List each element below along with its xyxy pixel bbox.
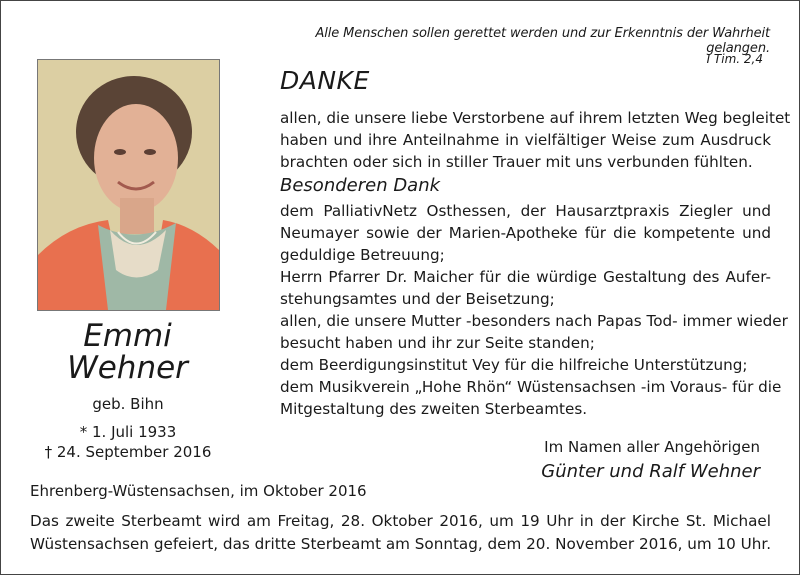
place-date: Ehrenberg-Wüstensachsen, im Oktober 2016 <box>30 482 367 500</box>
signature-names: Günter und Ralf Wehner <box>541 461 760 482</box>
text-line: besucht haben und ihr zur Seite standen; <box>280 334 595 352</box>
last-name: Wehner <box>67 350 188 386</box>
text-line: allen, die unsere Mutter -besonders nach Papas Tod- immer wieder <box>280 312 788 330</box>
text-line: brachten oder sich in stiller Trauer mit uns verbunden fühlten. <box>280 153 753 171</box>
thanks-intro <box>280 107 791 173</box>
birth-name: geb. Bihn <box>92 395 164 413</box>
service-notice <box>30 510 771 556</box>
first-name: Emmi <box>83 318 172 354</box>
text-line: allen, die unsere liebe Verstorbene auf ihrem letzten Weg begleitet <box>280 109 791 127</box>
text-line: Mitgestaltung des zweiten Sterbeamtes. <box>280 400 588 418</box>
special-thanks-heading: Besonderen Dank <box>280 175 441 196</box>
bible-reference: I Tim. 2,4 <box>706 52 763 66</box>
text-line: stehungsamtes und der Beisetzung; <box>280 290 555 308</box>
text-line: haben und ihre Anteilnahme in vielfältiger Weise zum Ausdruck <box>280 131 771 149</box>
text-line: dem Beerdigungsinstitut Vey für die hilfreiche Unterstützung; <box>280 356 748 374</box>
birth-date: * 1. Juli 1933 <box>79 423 177 441</box>
thanks-heading: DANKE <box>280 66 370 95</box>
special-thanks-body <box>280 200 788 420</box>
bible-quote: Alle Menschen sollen gerettet werden und zur Erkenntnis der Wahrheit gelangen. <box>315 26 770 56</box>
text-line: geduldige Betreuung; <box>280 246 445 264</box>
text-line: Herrn Pfarrer Dr. Maicher für die würdige Gestaltung des Aufer- <box>280 268 771 286</box>
signature-intro: Im Namen aller Angehörigen <box>544 438 760 456</box>
text-line: dem PalliativNetz Osthessen, der Hausarztpraxis Ziegler und <box>280 202 771 220</box>
death-date: † 24. September 2016 <box>44 443 212 461</box>
text-line: Wüstensachsen gefeiert, das dritte Sterbeamt am Sonntag, dem 20. November 2016, um 10 Uhr. <box>30 535 772 553</box>
text-line: Neumayer sowie der Marien-Apotheke für die kompetente und <box>280 224 771 242</box>
portrait-photo <box>37 59 220 311</box>
text-line: Das zweite Sterbeamt wird am Freitag, 28. Oktober 2016, um 19 Uhr in der Kirche St. Michael <box>30 512 771 530</box>
text-line: dem Musikverein „Hohe Rhön“ Wüstensachsen -im Voraus- für die <box>280 378 782 396</box>
